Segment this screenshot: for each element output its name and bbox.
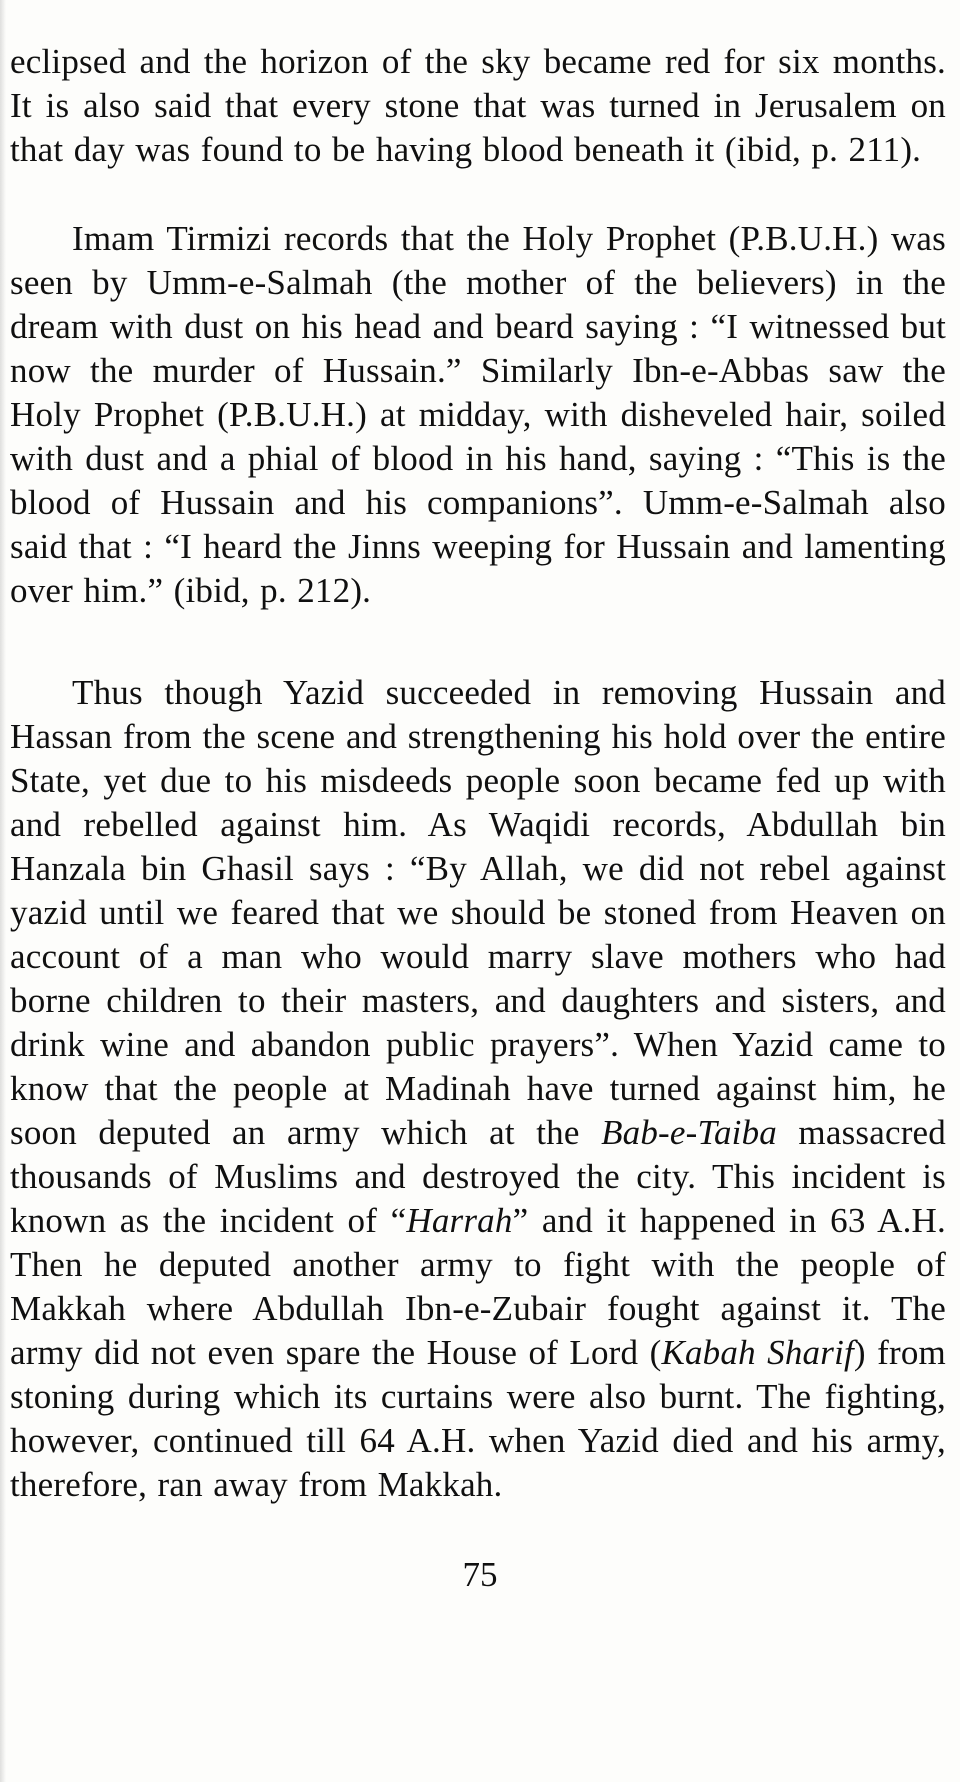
text-run: ” and it happened in 63 A.H. Then he deputed another army to fight with the people of Makkah where Abdullah Ibn-e-Zubair fought against it. The army did not even spare the House of Lord ( xyxy=(10,1201,946,1372)
italic-phrase: Harrah xyxy=(406,1201,513,1240)
paragraph-2 xyxy=(10,217,946,613)
paragraph-1 xyxy=(10,40,946,172)
italic-phrase: Bab-e-Taiba xyxy=(601,1113,777,1152)
italic-phrase: Kabah Sharif xyxy=(661,1333,854,1372)
paragraph-3 xyxy=(10,671,946,1507)
text-run: Imam Tirmizi records that the Holy Prophet (P.B.U.H.) was seen by Umm-e-Salmah (the mother of the believers) in the dream with dust on his head and beard saying : “I witnessed but now the murder of Hussain.” Similarly Ibn-e-Abbas saw the Holy Prophet (P.B.U.H.) at midday, with disheveled hair, soiled with dust and a phial of blood in his hand, saying : “This is the blood of Hussain and his companions”. Umm-e-Salmah also said that : “I heard the Jinns weeping for Hussain and lamenting over him.” (ibid, p. 212). xyxy=(10,219,946,610)
page-number: 75 xyxy=(462,1555,498,1594)
text-run: Thus though Yazid succeeded in removing Hussain and Hassan from the scene and strengthening his hold over the entire State, yet due to his misdeeds people soon became fed up with and rebelled against him. As Waqidi records, Abdullah bin Hanzala bin Ghasil says : “By Allah, we did not rebel against yazid until we feared that we should be stoned from Heaven on account of a man who would marry slave mothers who had borne children to their masters, and daughters and sisters, and drink wine and abandon public prayers”. When Yazid came to know that the people at Madinah have turned against him, he soon deputed an army which at the xyxy=(10,673,946,1152)
text-run: massacred thousands of Muslims and destroyed the city. This incident is known as the incident of “ xyxy=(10,1113,946,1240)
text-run: eclipsed and the horizon of the sky became red for six months. It is also said that every stone that was turned in Jerusalem on that day was found to be having blood beneath it (ibid, p. 211). xyxy=(10,42,946,169)
text-run: ) from stoning during which its curtains were also burnt. The fighting, however, continued till 64 A.H. when Yazid died and his army, therefore, ran away from Makkah. xyxy=(10,1333,946,1504)
